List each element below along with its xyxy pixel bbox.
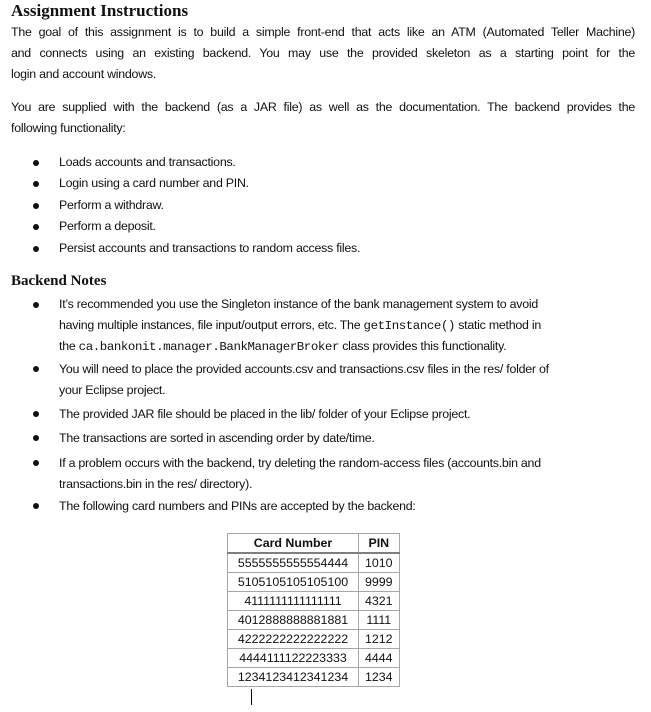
pin-cell: 1010 xyxy=(359,553,400,573)
list-item: If a problem occurs with the backend, try deleting the random-access files (accounts.bin and xyxy=(59,456,541,470)
bullet-icon xyxy=(33,203,39,209)
pin-cell: 4321 xyxy=(359,592,400,611)
table-row xyxy=(228,573,400,592)
list-item-continuation xyxy=(59,317,541,334)
bullet-icon xyxy=(33,160,39,166)
table-header-row xyxy=(228,534,400,554)
code: ca.bankonit.manager.BankManagerBroker xyxy=(78,340,339,354)
bullet-icon xyxy=(33,366,39,372)
pin-cell: 1234 xyxy=(359,668,400,687)
pin-cell: 9999 xyxy=(359,573,400,592)
bullet-icon xyxy=(33,460,39,466)
card-number-cell: 4012888888881881 xyxy=(228,611,359,630)
bullet-icon xyxy=(33,246,39,252)
list-item-continuation: transactions.bin in the res/ directory). xyxy=(59,477,253,491)
table-row xyxy=(228,649,400,668)
list-item: The transactions are sorted in ascending order by date/time. xyxy=(59,431,375,445)
card-number-cell: 5105105105105100 xyxy=(228,573,359,592)
card-number-cell: 4222222222222222 xyxy=(228,630,359,649)
bullet-icon xyxy=(33,224,39,230)
text: having multiple instances, file input/output errors, etc. The xyxy=(59,318,364,332)
list-item: Perform a deposit. xyxy=(59,219,156,233)
list-item: Persist accounts and transactions to random access files. xyxy=(59,241,361,255)
text: class provides this functionality. xyxy=(339,339,507,353)
list-item: The following card numbers and PINs are accepted by the backend: xyxy=(59,499,416,513)
list-item: It’s recommended you use the Singleton instance of the bank management system to avoid xyxy=(59,297,539,311)
text: static method in xyxy=(455,318,541,332)
pin-cell: 1111 xyxy=(359,611,400,630)
code: getInstance() xyxy=(363,319,456,333)
pin-cell: 4444 xyxy=(359,649,400,668)
bullet-icon xyxy=(33,181,39,187)
table-row xyxy=(228,611,400,630)
table-row xyxy=(228,592,400,611)
intro-line: login and account windows. xyxy=(11,67,157,81)
list-item-continuation: your Eclipse project. xyxy=(59,383,166,397)
supplied-line: You are supplied with the backend (as a JAR file) as well as the documentation. The backend provides the xyxy=(11,100,635,114)
column-header-card-number: Card Number xyxy=(228,534,359,554)
bullet-icon xyxy=(33,302,39,308)
table-row xyxy=(228,630,400,649)
card-number-cell: 4444111122223333 xyxy=(228,649,359,668)
table-row xyxy=(228,553,400,573)
list-item: Login using a card number and PIN. xyxy=(59,176,249,190)
list-item-continuation xyxy=(59,338,506,355)
list-item: Perform a withdraw. xyxy=(59,198,164,212)
section-heading: Backend Notes xyxy=(11,273,107,289)
page-title: Assignment Instructions xyxy=(11,1,189,20)
card-number-cell: 5555555555554444 xyxy=(228,553,359,573)
column-header-pin: PIN xyxy=(359,534,400,554)
text: the xyxy=(59,339,79,353)
list-item: Loads accounts and transactions. xyxy=(59,155,236,169)
bullet-icon xyxy=(33,503,39,509)
intro-line: The goal of this assignment is to build a simple front-end that acts like an ATM (Automated Teller Machine) xyxy=(11,25,635,39)
pin-cell: 1212 xyxy=(359,630,400,649)
card-number-cell: 4111111111111111 xyxy=(228,592,359,611)
intro-line: and connects using an existing backend. You may use the provided skeleton as a starting point for the xyxy=(11,46,635,60)
card-number-cell: 1234123412341234 xyxy=(228,668,359,687)
supplied-line: following functionality: xyxy=(11,121,126,135)
card-pin-table xyxy=(227,533,400,687)
bullet-icon xyxy=(33,411,39,417)
list-item: The provided JAR file should be placed in the lib/ folder of your Eclipse project. xyxy=(59,407,471,421)
list-item: You will need to place the provided accounts.csv and transactions.csv files in the res/ folder of xyxy=(59,362,549,376)
bullet-icon xyxy=(33,435,39,441)
text-cursor xyxy=(251,689,252,705)
table-row xyxy=(228,668,400,687)
